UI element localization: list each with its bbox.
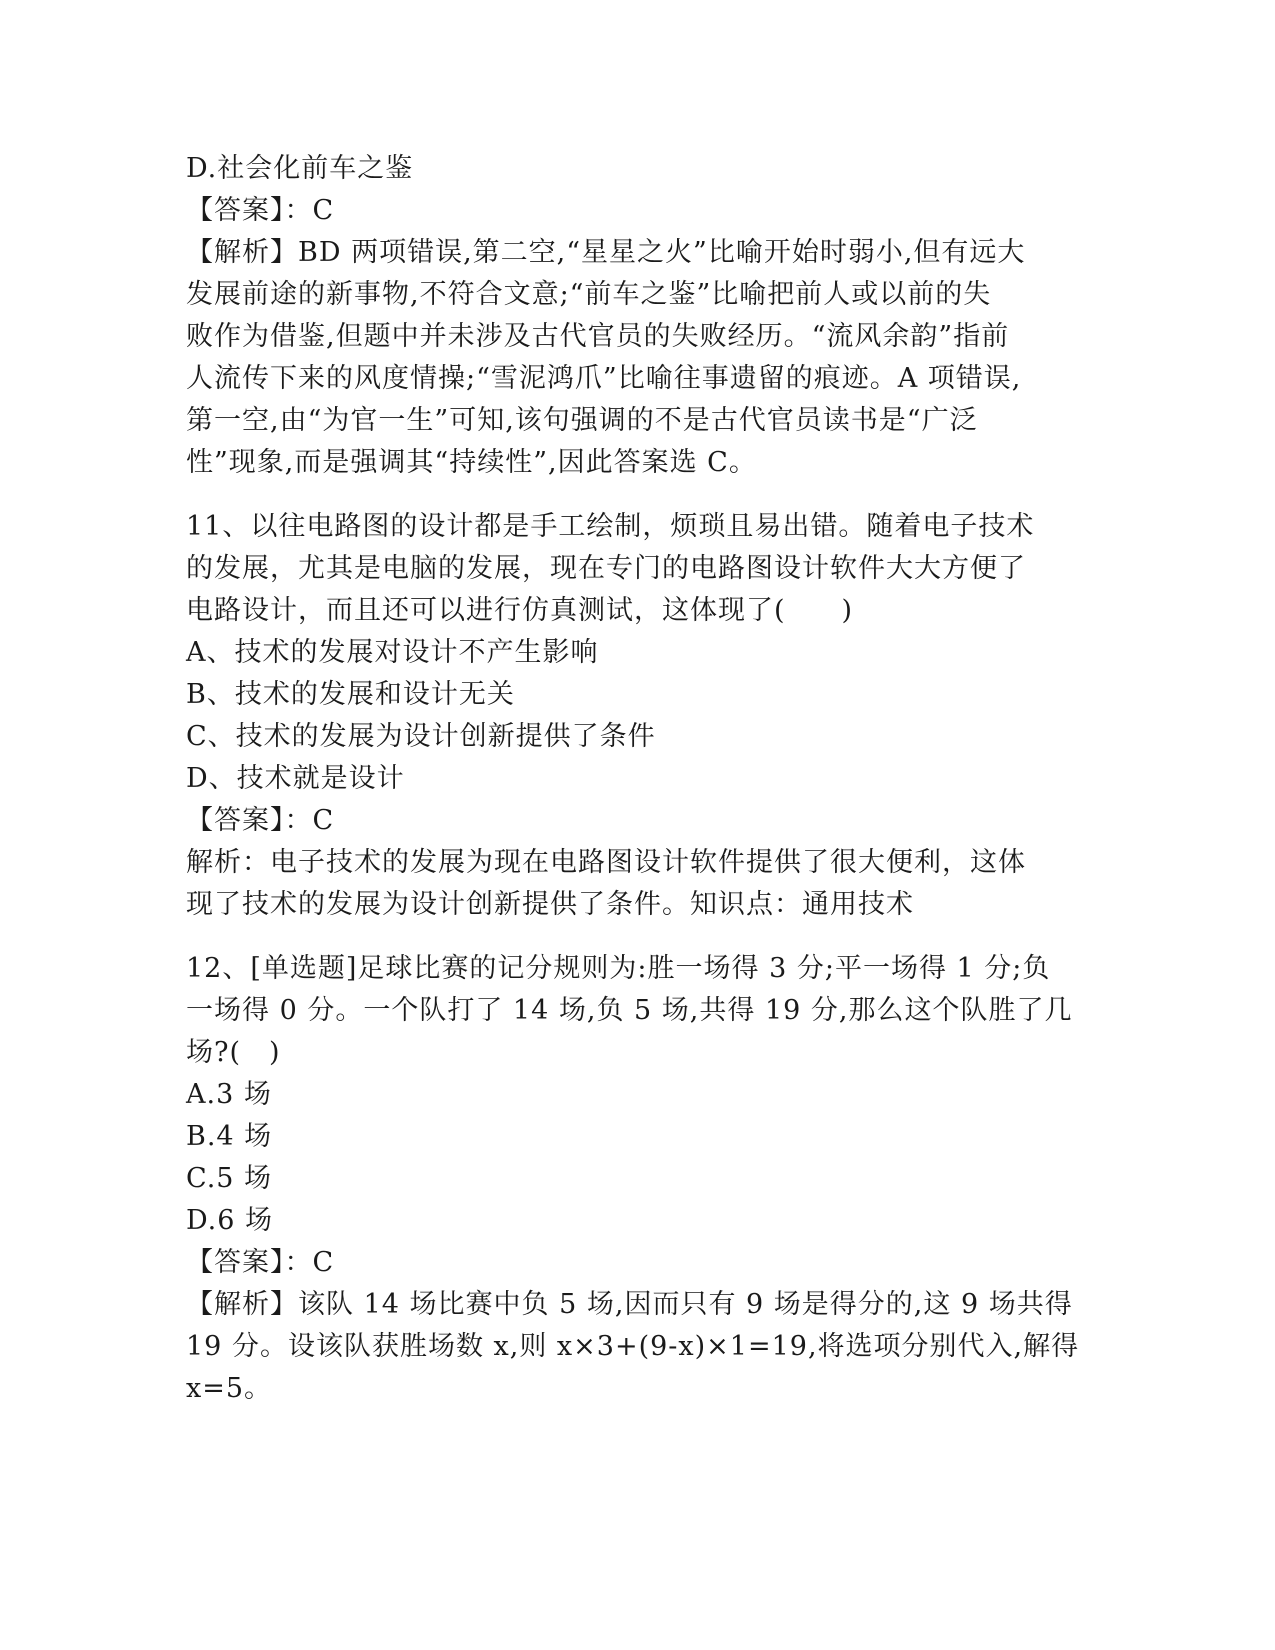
q12-analysis-line: 19 分。设该队获胜场数 x,则 x×3+(9-x)×1=19,将选项分别代入,解得 (186, 1331, 1080, 1362)
q11-option-a: A、技术的发展对设计不产生影响 (186, 637, 599, 668)
q12-option-b: B.4 场 (186, 1121, 273, 1152)
q12-analysis-line: 【解析】该队 14 场比赛中负 5 场,因而只有 9 场是得分的,这 9 场共得 (186, 1289, 1073, 1320)
q11-analysis-line: 解析：电子技术的发展为现在电路图设计软件提供了很大便利，这体 (186, 847, 1026, 878)
document-body (186, 148, 1086, 1410)
q10-answer: 【答案】：C (186, 195, 335, 226)
q10-analysis-line: 性”现象,而是强调其“持续性”,因此答案选 C。 (186, 447, 757, 478)
q11-stem-line: 电路设计，而且还可以进行仿真测试，这体现了( ) (186, 595, 854, 626)
q11-analysis-line: 现了技术的发展为设计创新提供了条件。知识点：通用技术 (186, 889, 914, 920)
q10-analysis-line: 发展前途的新事物,不符合文意;“前车之鉴”比喻把前人或以前的失 (186, 279, 992, 310)
q11-option-d: D、技术就是设计 (186, 763, 405, 794)
q11-answer: 【答案】：C (186, 805, 335, 836)
question-12 (186, 948, 1086, 1410)
q10-analysis-line: 第一空,由“为官一生”可知,该句强调的不是古代官员读书是“广泛 (186, 405, 978, 436)
q12-option-d: D.6 场 (186, 1205, 274, 1236)
q10-analysis-line: 【解析】BD 两项错误,第二空,“星星之火”比喻开始时弱小,但有远大 (186, 237, 1026, 268)
q11-option-b: B、技术的发展和设计无关 (186, 679, 515, 710)
q12-answer: 【答案】：C (186, 1247, 335, 1278)
q12-stem-line: 场?( ) (186, 1037, 281, 1068)
q12-option-a: A.3 场 (186, 1079, 272, 1110)
section-gap (186, 926, 1086, 948)
q12-analysis-line: x=5。 (186, 1373, 273, 1404)
q11-option-c: C、技术的发展为设计创新提供了条件 (186, 721, 656, 752)
q11-stem-line: 11、以往电路图的设计都是手工绘制，烦琐且易出错。随着电子技术 (186, 511, 1035, 542)
q10-analysis-line: 败作为借鉴,但题中并未涉及古代官员的失败经历。“流风余韵”指前 (186, 321, 1010, 352)
q12-option-c: C.5 场 (186, 1163, 273, 1194)
q10-option-d: D.社会化前车之鉴 (186, 153, 414, 184)
section-gap (186, 484, 1086, 506)
question-11 (186, 506, 1086, 926)
q12-stem-line: 12、[单选题]足球比赛的记分规则为:胜一场得 3 分;平一场得 1 分;负 (186, 953, 1051, 984)
q12-stem-line: 一场得 0 分。一个队打了 14 场,负 5 场,共得 19 分,那么这个队胜了几 (186, 995, 1073, 1026)
question-10-tail (186, 148, 1086, 484)
q11-stem-line: 的发展，尤其是电脑的发展，现在专门的电路图设计软件大大方便了 (186, 553, 1026, 584)
q10-analysis-line: 人流传下来的风度情操;“雪泥鸿爪”比喻往事遗留的痕迹。A 项错误, (186, 363, 1022, 394)
